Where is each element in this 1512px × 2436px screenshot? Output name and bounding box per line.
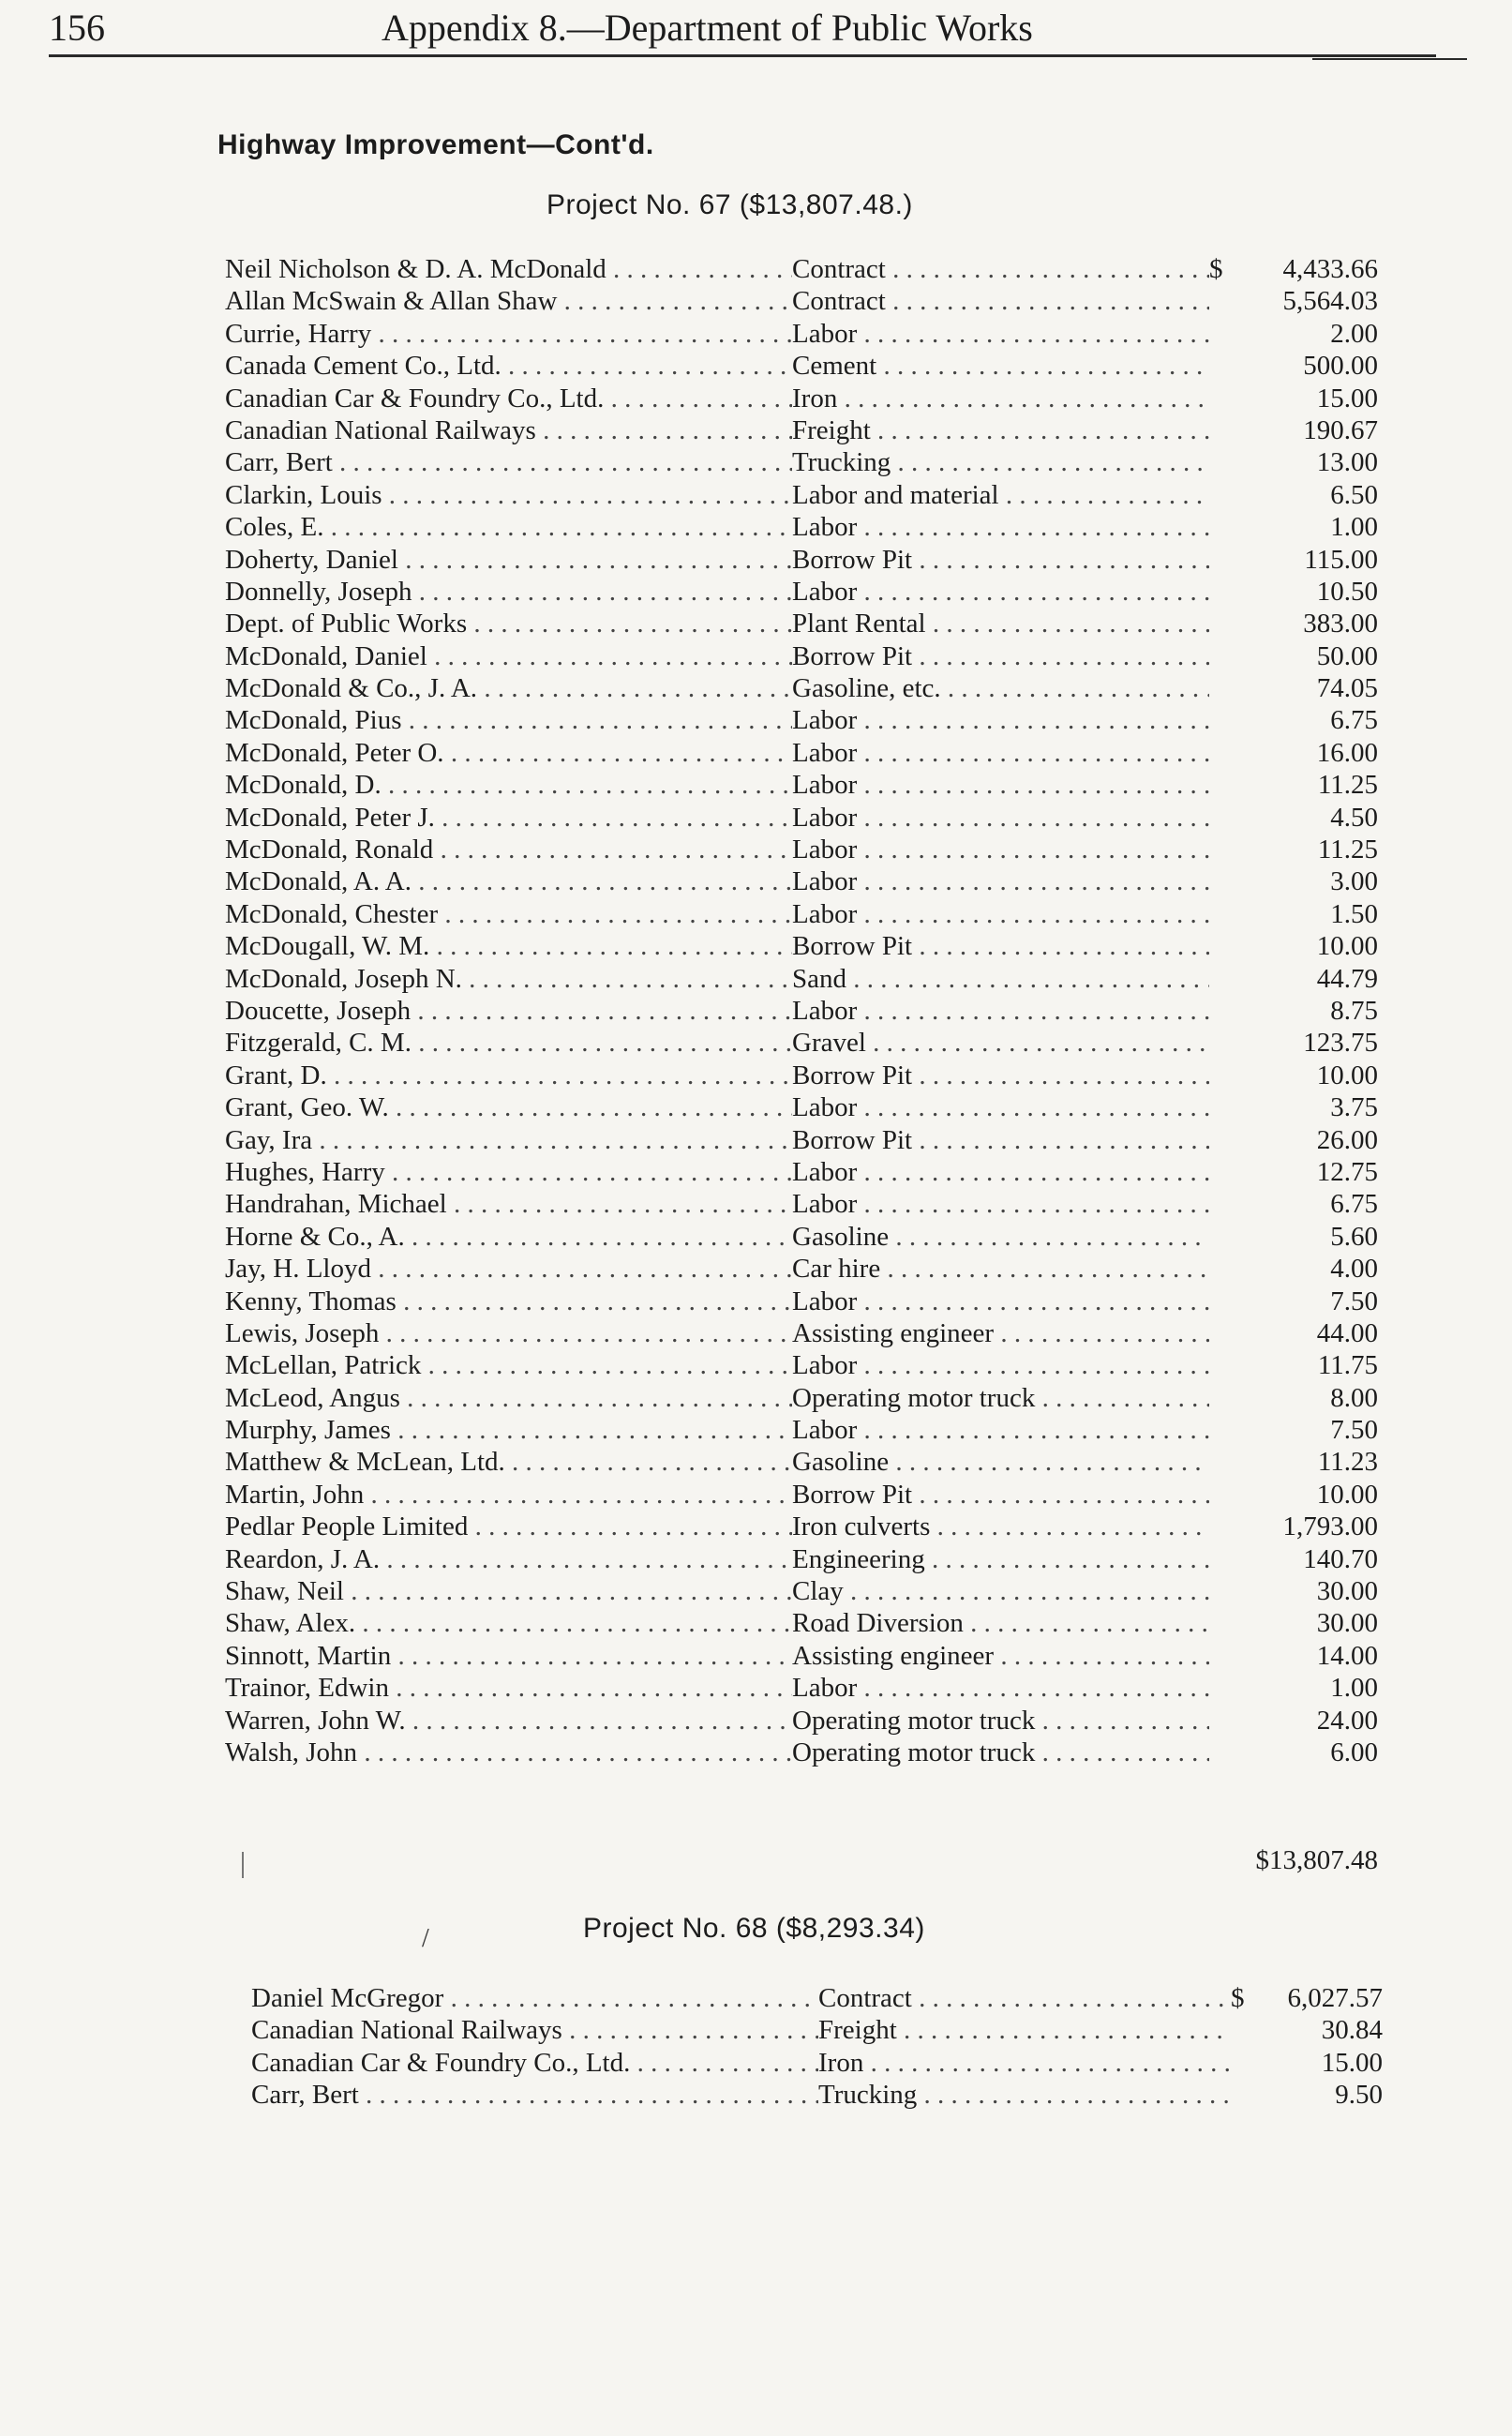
payee-name: McDonald, Joseph N. . . . <box>225 963 792 995</box>
ledger-row <box>0 1543 1512 1575</box>
ledger-row <box>0 737 1512 769</box>
expense-item: Gravel . . . <box>792 1027 1209 1059</box>
amount-value: 44.00 <box>1316 1317 1378 1348</box>
expense-item: Borrow Pit . . . <box>792 544 1209 576</box>
ledger-row <box>0 704 1512 736</box>
payee-name: Currie, Harry . . . <box>225 318 792 350</box>
expense-item: Operating motor truck . . . <box>792 1705 1209 1737</box>
ledger-row <box>0 2014 1512 2046</box>
payee-name: Kenny, Thomas . . . <box>225 1286 792 1317</box>
expense-item: Borrow Pit . . . <box>792 1479 1209 1511</box>
payee-name: Dept. of Public Works . . . <box>225 608 792 639</box>
running-title: Appendix 8.—Department of Public Works <box>382 7 1033 49</box>
amount-value: 3.75 <box>1330 1092 1378 1123</box>
header-rule <box>49 54 1436 57</box>
amount-value: 74.05 <box>1316 673 1378 704</box>
ledger-row <box>0 930 1512 962</box>
amount-value: 383.00 <box>1303 609 1378 639</box>
expense-item: Labor . . . <box>792 704 1209 736</box>
amount-value: 2.00 <box>1330 318 1378 349</box>
expense-item: Borrow Pit . . . <box>792 930 1209 962</box>
payee-name: McDonald & Co., J. A. . . . <box>225 672 792 704</box>
payee-name: Donnelly, Joseph . . . <box>225 576 792 608</box>
payee-name: Gay, Ira . . . <box>225 1124 792 1156</box>
payee-name: Trainor, Edwin . . . <box>225 1672 792 1704</box>
payee-name: Doherty, Daniel . . . <box>225 544 792 576</box>
expense-item: Labor . . . <box>792 995 1209 1027</box>
payee-name: McDonald, Pius . . . <box>225 704 792 736</box>
payee-name: McLeod, Angus . . . <box>225 1382 792 1414</box>
ledger-row <box>0 1982 1512 2014</box>
payee-name: Warren, John W. . . . <box>225 1705 792 1737</box>
expense-item: Contract . . . <box>818 1982 1231 2014</box>
amount-value: 11.25 <box>1317 770 1378 801</box>
payee-name: Carr, Bert . . . <box>251 2079 818 2111</box>
ledger-row <box>0 769 1512 801</box>
payee-name: Murphy, James . . . <box>225 1414 792 1446</box>
expense-item: Borrow Pit . . . <box>792 1124 1209 1156</box>
ledger-row <box>0 1737 1512 1768</box>
expense-item: Contract . . . <box>792 253 1209 285</box>
amount-value: 6.75 <box>1330 1189 1378 1220</box>
amount-value: 11.25 <box>1317 835 1378 865</box>
amount-value: 15.00 <box>1316 383 1378 414</box>
expense-item: Labor . . . <box>792 769 1209 801</box>
expense-item: Labor . . . <box>792 1188 1209 1220</box>
expense-item: Operating motor truck . . . <box>792 1382 1209 1414</box>
expense-item: Labor . . . <box>792 1091 1209 1123</box>
amount-value: 30.84 <box>1321 2015 1383 2046</box>
ledger-row <box>0 1705 1512 1737</box>
project-67-heading: Project No. 67 ($13,807.48.) <box>546 189 913 220</box>
payee-name: Matthew & McLean, Ltd. . . . <box>225 1446 792 1478</box>
amount-value: 26.00 <box>1316 1124 1378 1155</box>
amount-value: 6.75 <box>1330 705 1378 736</box>
payee-name: Lewis, Joseph . . . <box>225 1317 792 1349</box>
expense-item: Gasoline, etc. . . . <box>792 672 1209 704</box>
payee-name: Allan McSwain & Allan Shaw . . . <box>225 285 792 317</box>
amount-value: 15.00 <box>1321 2047 1383 2078</box>
payee-name: McDonald, A. A. . . . <box>225 865 792 897</box>
expense-item: Labor . . . <box>792 737 1209 769</box>
expense-item: Borrow Pit . . . <box>792 1060 1209 1091</box>
payee-name: Clarkin, Louis . . . <box>225 479 792 511</box>
ledger-row <box>0 1575 1512 1607</box>
payee-name: McDonald, Chester . . . <box>225 898 792 930</box>
payee-name: McDonald, D. . . . <box>225 769 792 801</box>
amount-value: 10.50 <box>1316 576 1378 607</box>
page-header <box>49 4 1464 58</box>
section-heading: Highway Improvement—Cont'd. <box>217 129 654 160</box>
expense-item: Freight . . . <box>818 2014 1231 2046</box>
payee-name: Coles, E. . . . <box>225 511 792 543</box>
expense-item: Labor . . . <box>792 1286 1209 1317</box>
amount-value: 7.50 <box>1330 1286 1378 1316</box>
expense-item: Trucking . . . <box>792 446 1209 478</box>
amount-value: 500.00 <box>1303 351 1378 382</box>
expense-item: Labor . . . <box>792 318 1209 350</box>
expense-item: Engineering . . . <box>792 1543 1209 1575</box>
amount-value: 10.00 <box>1316 1060 1378 1090</box>
ledger-row <box>0 1124 1512 1156</box>
amount-value: 1.00 <box>1330 512 1378 543</box>
amount-value: 30.00 <box>1316 1608 1378 1639</box>
payee-name: McDonald, Ronald . . . <box>225 834 792 865</box>
amount-value: 123.75 <box>1303 1028 1378 1059</box>
amount-value: 9.50 <box>1335 2080 1383 2111</box>
payee-name: Canada Cement Co., Ltd. . . . <box>225 350 792 382</box>
amount-value: 190.67 <box>1303 414 1378 445</box>
ledger-row <box>0 608 1512 639</box>
payee-name: McDonald, Daniel . . . <box>225 640 792 672</box>
ledger-row <box>0 479 1512 511</box>
ledger-row <box>0 898 1512 930</box>
expense-item: Labor . . . <box>792 1156 1209 1188</box>
margin-mark <box>242 1852 244 1878</box>
expense-item: Operating motor truck . . . <box>792 1737 1209 1768</box>
ledger-row <box>0 834 1512 865</box>
stray-mark: / <box>422 1924 429 1953</box>
payee-name: Neil Nicholson & D. A. McDonald . . . <box>225 253 792 285</box>
ledger-row <box>0 995 1512 1027</box>
amount-value: 8.00 <box>1330 1382 1378 1413</box>
expense-item: Iron culverts . . . <box>792 1511 1209 1542</box>
expense-item: Sand . . . <box>792 963 1209 995</box>
ledger-row <box>0 865 1512 897</box>
ledger-row <box>0 1672 1512 1704</box>
amount-value: 4.00 <box>1330 1254 1378 1285</box>
amount-value: 10.00 <box>1316 1479 1378 1510</box>
amount-value: 12.75 <box>1316 1156 1378 1187</box>
payee-name: McDonald, Peter J. . . . <box>225 802 792 834</box>
payee-name: Martin, John . . . <box>225 1479 792 1511</box>
ledger-row <box>0 253 1512 285</box>
amount-value: 115.00 <box>1304 544 1378 575</box>
expense-item: Gasoline . . . <box>792 1446 1209 1478</box>
ledger-row <box>0 2079 1512 2111</box>
expense-item: Assisting engineer . . . <box>792 1317 1209 1349</box>
amount-value: 6.50 <box>1330 479 1378 510</box>
payee-name: Grant, Geo. W. . . . <box>225 1091 792 1123</box>
ledger-row <box>0 1060 1512 1091</box>
page-number: 156 <box>49 7 105 49</box>
payee-name: Jay, H. Lloyd . . . <box>225 1253 792 1285</box>
amount-value: 10.00 <box>1316 931 1378 962</box>
ledger-row <box>0 1317 1512 1349</box>
amount-value: 1,793.00 <box>1282 1511 1378 1542</box>
ledger-row <box>0 446 1512 478</box>
ledger-row <box>0 576 1512 608</box>
ledger-row <box>0 1446 1512 1478</box>
project-68-entries <box>0 1982 1512 2112</box>
project-67-total: $13,807.48 <box>1255 1845 1378 1875</box>
payee-name: Canadian Car & Foundry Co., Ltd. . . . <box>251 2047 818 2079</box>
ledger-row <box>0 1253 1512 1285</box>
ledger-row <box>0 1188 1512 1220</box>
payee-name: Reardon, J. A. . . . <box>225 1543 792 1575</box>
expense-item: Labor . . . <box>792 1349 1209 1381</box>
ledger-row <box>0 672 1512 704</box>
expense-item: Labor . . . <box>792 802 1209 834</box>
payee-name: Sinnott, Martin . . . <box>225 1640 792 1672</box>
amount-value: 50.00 <box>1316 640 1378 671</box>
amount-value: 16.00 <box>1316 737 1378 768</box>
amount-value: 4,433.66 <box>1282 254 1378 284</box>
amount-value: 14.00 <box>1316 1640 1378 1671</box>
payee-name: Fitzgerald, C. M. . . . <box>225 1027 792 1059</box>
expense-item: Labor . . . <box>792 834 1209 865</box>
expense-item: Labor . . . <box>792 576 1209 608</box>
amount-value: 140.70 <box>1303 1543 1378 1574</box>
ledger-row <box>0 1511 1512 1542</box>
amount-value: 5.60 <box>1330 1221 1378 1252</box>
amount-value: 30.00 <box>1316 1576 1378 1607</box>
payee-name: Pedlar People Limited . . . <box>225 1511 792 1542</box>
amount-value: 11.23 <box>1317 1447 1378 1478</box>
expense-item: Labor . . . <box>792 865 1209 897</box>
expense-item: Labor . . . <box>792 511 1209 543</box>
payee-name: Walsh, John . . . <box>225 1737 792 1768</box>
amount-value: 6.00 <box>1330 1737 1378 1767</box>
expense-item: Freight . . . <box>792 414 1209 446</box>
payee-name: Handrahan, Michael . . . <box>225 1188 792 1220</box>
payee-name: Grant, D. . . . <box>225 1060 792 1091</box>
expense-item: Iron . . . <box>792 383 1209 414</box>
expense-item: Cement . . . <box>792 350 1209 382</box>
payee-name: Canadian Car & Foundry Co., Ltd. . . . <box>225 383 792 414</box>
amount-value: 1.50 <box>1330 898 1378 929</box>
ledger-row <box>0 544 1512 576</box>
ledger-row <box>0 511 1512 543</box>
payee-name: Daniel McGregor . . . <box>251 1982 818 2014</box>
expense-item: Clay . . . <box>792 1575 1209 1607</box>
ledger-row <box>0 1286 1512 1317</box>
amount-value: 44.79 <box>1316 963 1378 994</box>
expense-item: Assisting engineer . . . <box>792 1640 1209 1672</box>
amount-value: 7.50 <box>1330 1415 1378 1446</box>
expense-item: Labor . . . <box>792 1672 1209 1704</box>
amount-value: 3.00 <box>1330 866 1378 897</box>
ledger-row <box>0 640 1512 672</box>
ledger-row <box>0 1607 1512 1639</box>
ledger-row <box>0 1349 1512 1381</box>
ledger-row <box>0 383 1512 414</box>
ledger-row <box>0 1382 1512 1414</box>
header-rule-accent <box>1312 58 1467 60</box>
ledger-row <box>0 802 1512 834</box>
amount-value: 4.50 <box>1330 802 1378 833</box>
expense-item: Car hire . . . <box>792 1253 1209 1285</box>
amount-value: 5,564.03 <box>1282 286 1378 317</box>
expense-item: Gasoline . . . <box>792 1221 1209 1253</box>
expense-item: Borrow Pit . . . <box>792 640 1209 672</box>
amount-value: 1.00 <box>1330 1673 1378 1704</box>
project-68-heading: Project No. 68 ($8,293.34) <box>583 1913 925 1944</box>
payee-name: Horne & Co., A. . . . <box>225 1221 792 1253</box>
expense-item: Plant Rental . . . <box>792 608 1209 639</box>
amount-value: 11.75 <box>1317 1350 1378 1381</box>
ledger-row <box>0 1414 1512 1446</box>
expense-item: Road Diversion . . . <box>792 1607 1209 1639</box>
ledger-row <box>0 963 1512 995</box>
ledger-row <box>0 1479 1512 1511</box>
ledger-row <box>0 2047 1512 2079</box>
payee-name: McDonald, Peter O. . . . <box>225 737 792 769</box>
payee-name: Shaw, Neil . . . <box>225 1575 792 1607</box>
amount-value: 8.75 <box>1330 995 1378 1026</box>
payee-name: McLellan, Patrick . . . <box>225 1349 792 1381</box>
expense-item: Labor . . . <box>792 898 1209 930</box>
payee-name: Canadian National Railways . . . <box>251 2014 818 2046</box>
expense-item: Contract . . . <box>792 285 1209 317</box>
expense-item: Trucking . . . <box>818 2079 1231 2111</box>
ledger-row <box>0 414 1512 446</box>
payee-name: Shaw, Alex. . . . <box>225 1607 792 1639</box>
payee-name: Canadian National Railways . . . <box>225 414 792 446</box>
payee-name: Hughes, Harry . . . <box>225 1156 792 1188</box>
amount-value: 13.00 <box>1316 447 1378 478</box>
ledger-row <box>0 285 1512 317</box>
ledger-row <box>0 1091 1512 1123</box>
payee-name: Doucette, Joseph . . . <box>225 995 792 1027</box>
expense-item: Iron . . . <box>818 2047 1231 2079</box>
ledger-row <box>0 350 1512 382</box>
ledger-row <box>0 1640 1512 1672</box>
expense-item: Labor and material . . . <box>792 479 1209 511</box>
ledger-row <box>0 1221 1512 1253</box>
dollar-sign: $ <box>1231 1983 1245 2013</box>
amount-value: 6,027.57 <box>1287 1983 1383 2013</box>
expense-item: Labor . . . <box>792 1414 1209 1446</box>
payee-name: Carr, Bert . . . <box>225 446 792 478</box>
ledger-row <box>0 1027 1512 1059</box>
ledger-row <box>0 318 1512 350</box>
payee-name: McDougall, W. M. . . . <box>225 930 792 962</box>
project-67-entries <box>0 253 1512 1768</box>
ledger-row <box>0 1156 1512 1188</box>
amount-value: 24.00 <box>1316 1705 1378 1736</box>
dollar-sign: $ <box>1209 254 1223 284</box>
